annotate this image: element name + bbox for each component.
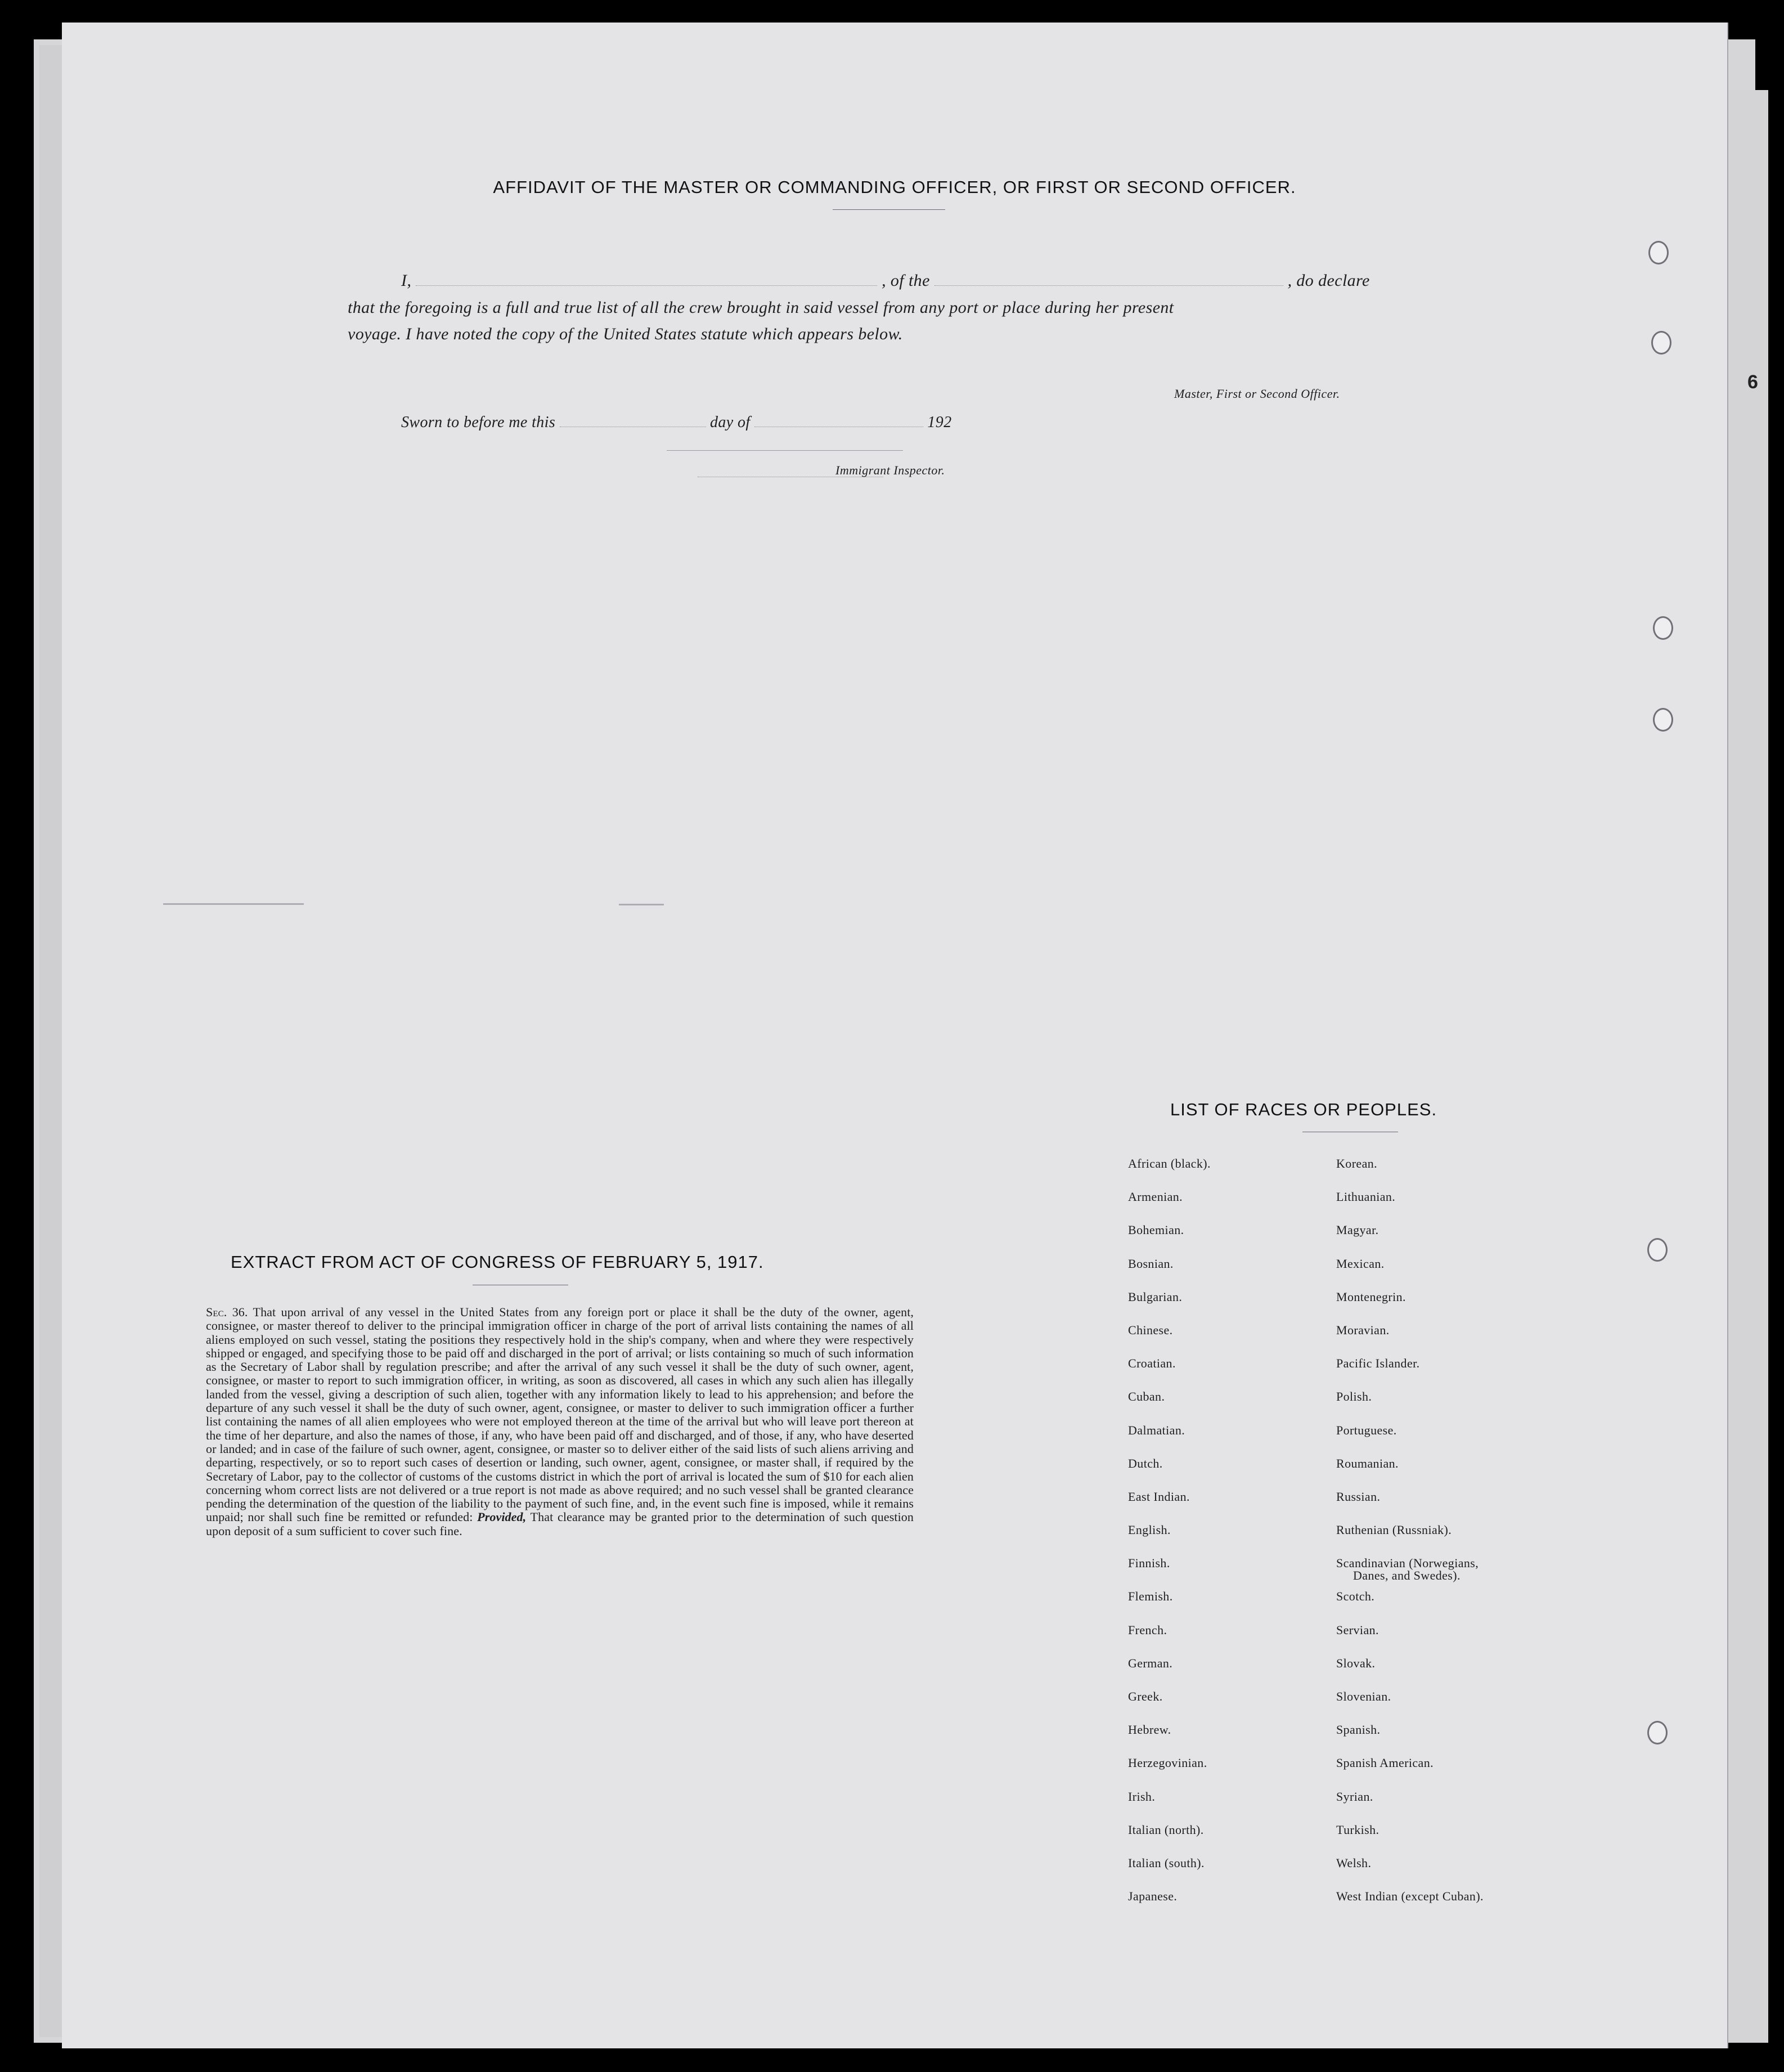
sworn-line xyxy=(401,414,952,432)
race-name: Scotch. xyxy=(1336,1589,1375,1604)
race-name: Armenian. xyxy=(1128,1190,1183,1204)
race-name: Welsh. xyxy=(1336,1855,1372,1870)
race-name: Dutch. xyxy=(1128,1456,1163,1470)
race-name: West Indian (except Cuban). xyxy=(1336,1889,1484,1904)
declarant-prefix: I, xyxy=(401,271,412,290)
race-name: Portuguese. xyxy=(1336,1423,1397,1437)
race-name: Pacific Islander. xyxy=(1336,1356,1420,1371)
race-item xyxy=(1128,1823,1211,1856)
races-title: LIST OF RACES OR PEOPLES. xyxy=(1170,1100,1437,1119)
race-name-continuation: Danes, and Swedes). xyxy=(1353,1568,1461,1583)
race-name: Flemish. xyxy=(1128,1589,1173,1604)
race-name: Roumanian. xyxy=(1336,1456,1399,1470)
race-item xyxy=(1336,1190,1484,1223)
race-name: Ruthenian (Russniak). xyxy=(1336,1523,1452,1537)
race-item xyxy=(1336,1523,1484,1556)
race-name: Dalmatian. xyxy=(1128,1423,1185,1437)
race-item xyxy=(1128,1623,1211,1656)
race-name: Korean. xyxy=(1336,1156,1378,1170)
race-name: Hebrew. xyxy=(1128,1723,1171,1737)
inspector-label: Immigrant Inspector. xyxy=(835,463,945,477)
affidavit-title: AFFIDAVIT OF THE MASTER OR COMMANDING OFFICER, OR FIRST OR SECOND OFFICER. xyxy=(493,177,1296,197)
race-item xyxy=(1128,1223,1211,1256)
race-item xyxy=(1128,1689,1211,1723)
race-item xyxy=(1128,1656,1211,1689)
race-name: Syrian. xyxy=(1336,1789,1373,1804)
race-item xyxy=(1336,1689,1484,1723)
extract-text-part-2: That clearance may be granted prior to the determination of such question upon deposit of a sum sufficient to cover such fine. xyxy=(206,1510,914,1538)
race-item xyxy=(1336,1223,1484,1256)
race-name: Herzegovinian. xyxy=(1128,1756,1207,1770)
race-item xyxy=(1336,1257,1484,1290)
race-name: Lithuanian. xyxy=(1336,1190,1396,1204)
race-item xyxy=(1128,1389,1211,1423)
race-item xyxy=(1336,1389,1484,1423)
race-name: Servian. xyxy=(1336,1622,1379,1637)
race-name: Greek. xyxy=(1128,1689,1163,1703)
race-name: Russian. xyxy=(1336,1489,1381,1504)
section-separator-2 xyxy=(619,904,664,905)
race-item xyxy=(1128,1190,1211,1223)
race-item xyxy=(1336,1290,1484,1323)
race-item xyxy=(1128,1456,1211,1490)
race-item xyxy=(1336,1656,1484,1689)
section-label: Sec. 36. xyxy=(206,1305,248,1319)
inspector-rule xyxy=(667,450,903,451)
race-name: East Indian. xyxy=(1128,1489,1190,1504)
punch-hole-3 xyxy=(1653,616,1673,640)
document-sheet xyxy=(62,23,1728,2048)
race-item xyxy=(1128,1356,1211,1389)
punch-hole-6 xyxy=(1647,1721,1668,1744)
race-item xyxy=(1128,1889,1211,1922)
master-signature-label: Master, First or Second Officer. xyxy=(1174,387,1340,401)
race-name: Bosnian. xyxy=(1128,1256,1174,1271)
race-name: Spanish. xyxy=(1336,1723,1381,1737)
race-item xyxy=(1128,1156,1211,1190)
race-name: Montenegrin. xyxy=(1336,1289,1406,1304)
race-name: Croatian. xyxy=(1128,1356,1176,1371)
race-item xyxy=(1128,1423,1211,1456)
race-name: Polish. xyxy=(1336,1389,1372,1404)
race-name: Italian (south). xyxy=(1128,1855,1205,1870)
race-name: Irish. xyxy=(1128,1789,1156,1804)
race-name: French. xyxy=(1128,1622,1167,1637)
race-item xyxy=(1336,1589,1484,1622)
sworn-text: Sworn to before me this xyxy=(401,414,556,431)
affidavit-line-3: voyage. I have noted the copy of the United States statute which appears below. xyxy=(348,325,903,343)
sworn-month-field[interactable] xyxy=(754,426,923,427)
race-name: Bohemian. xyxy=(1128,1223,1184,1237)
vessel-name-field[interactable] xyxy=(934,285,1283,286)
race-name: Slovenian. xyxy=(1336,1689,1391,1703)
race-name: English. xyxy=(1128,1523,1171,1537)
race-name: Scandinavian (Norwegians, xyxy=(1336,1556,1479,1571)
declare-text: , do declare xyxy=(1287,271,1370,290)
section-separator xyxy=(163,903,304,905)
race-name: Spanish American. xyxy=(1336,1756,1434,1770)
affidavit-title-rule xyxy=(833,209,945,210)
day-of-text: day of xyxy=(709,414,751,431)
race-name: Italian (north). xyxy=(1128,1822,1204,1837)
race-item xyxy=(1336,1856,1484,1889)
race-item xyxy=(1336,1756,1484,1789)
race-name: Mexican. xyxy=(1336,1256,1385,1271)
race-item xyxy=(1128,1589,1211,1622)
race-name: Moravian. xyxy=(1336,1322,1390,1337)
sworn-day-field[interactable] xyxy=(560,426,706,427)
race-item xyxy=(1128,1756,1211,1789)
race-item xyxy=(1336,1323,1484,1356)
affidavit-line-2: that the foregoing is a full and true list of all the crew brought in said vessel from any port or place during her present xyxy=(348,298,1174,317)
punch-hole-4 xyxy=(1653,708,1673,732)
race-name: African (black). xyxy=(1128,1156,1211,1170)
race-item xyxy=(1336,1356,1484,1389)
vessel-prefix: , of the xyxy=(882,271,930,290)
left-page-edge xyxy=(39,45,63,2037)
race-item xyxy=(1128,1790,1211,1823)
race-item xyxy=(1336,1423,1484,1456)
punch-hole-5 xyxy=(1647,1238,1668,1262)
year-prefix: 192 xyxy=(927,414,952,431)
race-name: Turkish. xyxy=(1336,1822,1379,1837)
race-name: Bulgarian. xyxy=(1128,1289,1183,1304)
race-name: Japanese. xyxy=(1128,1889,1178,1904)
extract-title: EXTRACT FROM ACT OF CONGRESS OF FEBRUARY 5, 1917. xyxy=(231,1252,764,1272)
punch-hole-2 xyxy=(1651,331,1671,355)
race-item xyxy=(1336,1456,1484,1490)
extract-body xyxy=(206,1306,914,1538)
race-name: Magyar. xyxy=(1336,1223,1379,1237)
race-item xyxy=(1128,1290,1211,1323)
race-name: Cuban. xyxy=(1128,1389,1165,1404)
provided-label: Provided, xyxy=(477,1510,527,1524)
races-left-column xyxy=(1128,1156,1211,1922)
page-number: 6 xyxy=(1747,371,1758,393)
race-item xyxy=(1128,1556,1211,1589)
race-name: Finnish. xyxy=(1128,1556,1170,1571)
race-item xyxy=(1336,1556,1484,1589)
race-item xyxy=(1128,1723,1211,1756)
race-item xyxy=(1128,1323,1211,1356)
race-item xyxy=(1128,1523,1211,1556)
race-item xyxy=(1128,1490,1211,1523)
extract-text-part-1: That upon arrival of any vessel in the United States from any foreign port or place it shall be the duty of the owner, agent, consignee, or master thereof to deliver to the principal immigration officer in charge of the port of arrival lists containing the names of all aliens employed on such vessel, stating the positions they respectively hold in the ship's company, when and where they were respectively shipped or engaged, and specifying those to be paid off and discharged in the port of arrival; or lists containing so much of such information as the Secretary of Labor shall by regulation prescribe; and after the arrival of any such vessel it shall be the duty of such owner, agent, consignee, or master to report to such immigration officer, in writing, as soon as discovered, all cases in which any such alien has illegally landed from the vessel, giving a description of such alien, together with any information likely to lead to his apprehension; and before the departure of any such vessel it shall be the duty of such owner, agent, consignee, or master to deliver to such immigration officer a further list containing the names of all alien employees who were not employed thereon at the time of the arrival but who will leave port thereon at the time of her departure, and also the names of those, if any, who have been paid off and discharged, and of those, if any, who have deserted or landed; and in case of the failure of such owner, agent, consignee, or master so to deliver either of the said lists of such aliens arriving and departing, respectively, or so to report such cases of desertion or landing, such owner, agent, consignee, or master shall, if required by the Secretary of Labor, pay to the collector of customs of the customs district in which the port of arrival is located the sum of $10 for each alien concerning whom correct lists are not delivered or a true report is not made as above required; and no such vessel shall be granted clearance pending the determination of the question of the liability to the payment of such fine, and, in the event such fine is imposed, while it remains unpaid; nor shall such fine be remitted or refunded: xyxy=(206,1305,914,1524)
race-item xyxy=(1336,1623,1484,1656)
race-item xyxy=(1128,1856,1211,1889)
affidavit-line-1 xyxy=(401,271,1370,290)
race-item xyxy=(1128,1257,1211,1290)
race-item xyxy=(1336,1889,1484,1922)
race-item xyxy=(1336,1790,1484,1823)
race-item xyxy=(1336,1723,1484,1756)
race-name: Slovak. xyxy=(1336,1656,1376,1670)
race-name: German. xyxy=(1128,1656,1173,1670)
punch-hole-1 xyxy=(1648,241,1669,264)
race-item xyxy=(1336,1156,1484,1190)
race-item xyxy=(1336,1823,1484,1856)
races-right-column xyxy=(1336,1156,1484,1922)
race-item xyxy=(1336,1490,1484,1523)
declarant-name-field[interactable] xyxy=(416,285,877,286)
race-name: Chinese. xyxy=(1128,1322,1173,1337)
